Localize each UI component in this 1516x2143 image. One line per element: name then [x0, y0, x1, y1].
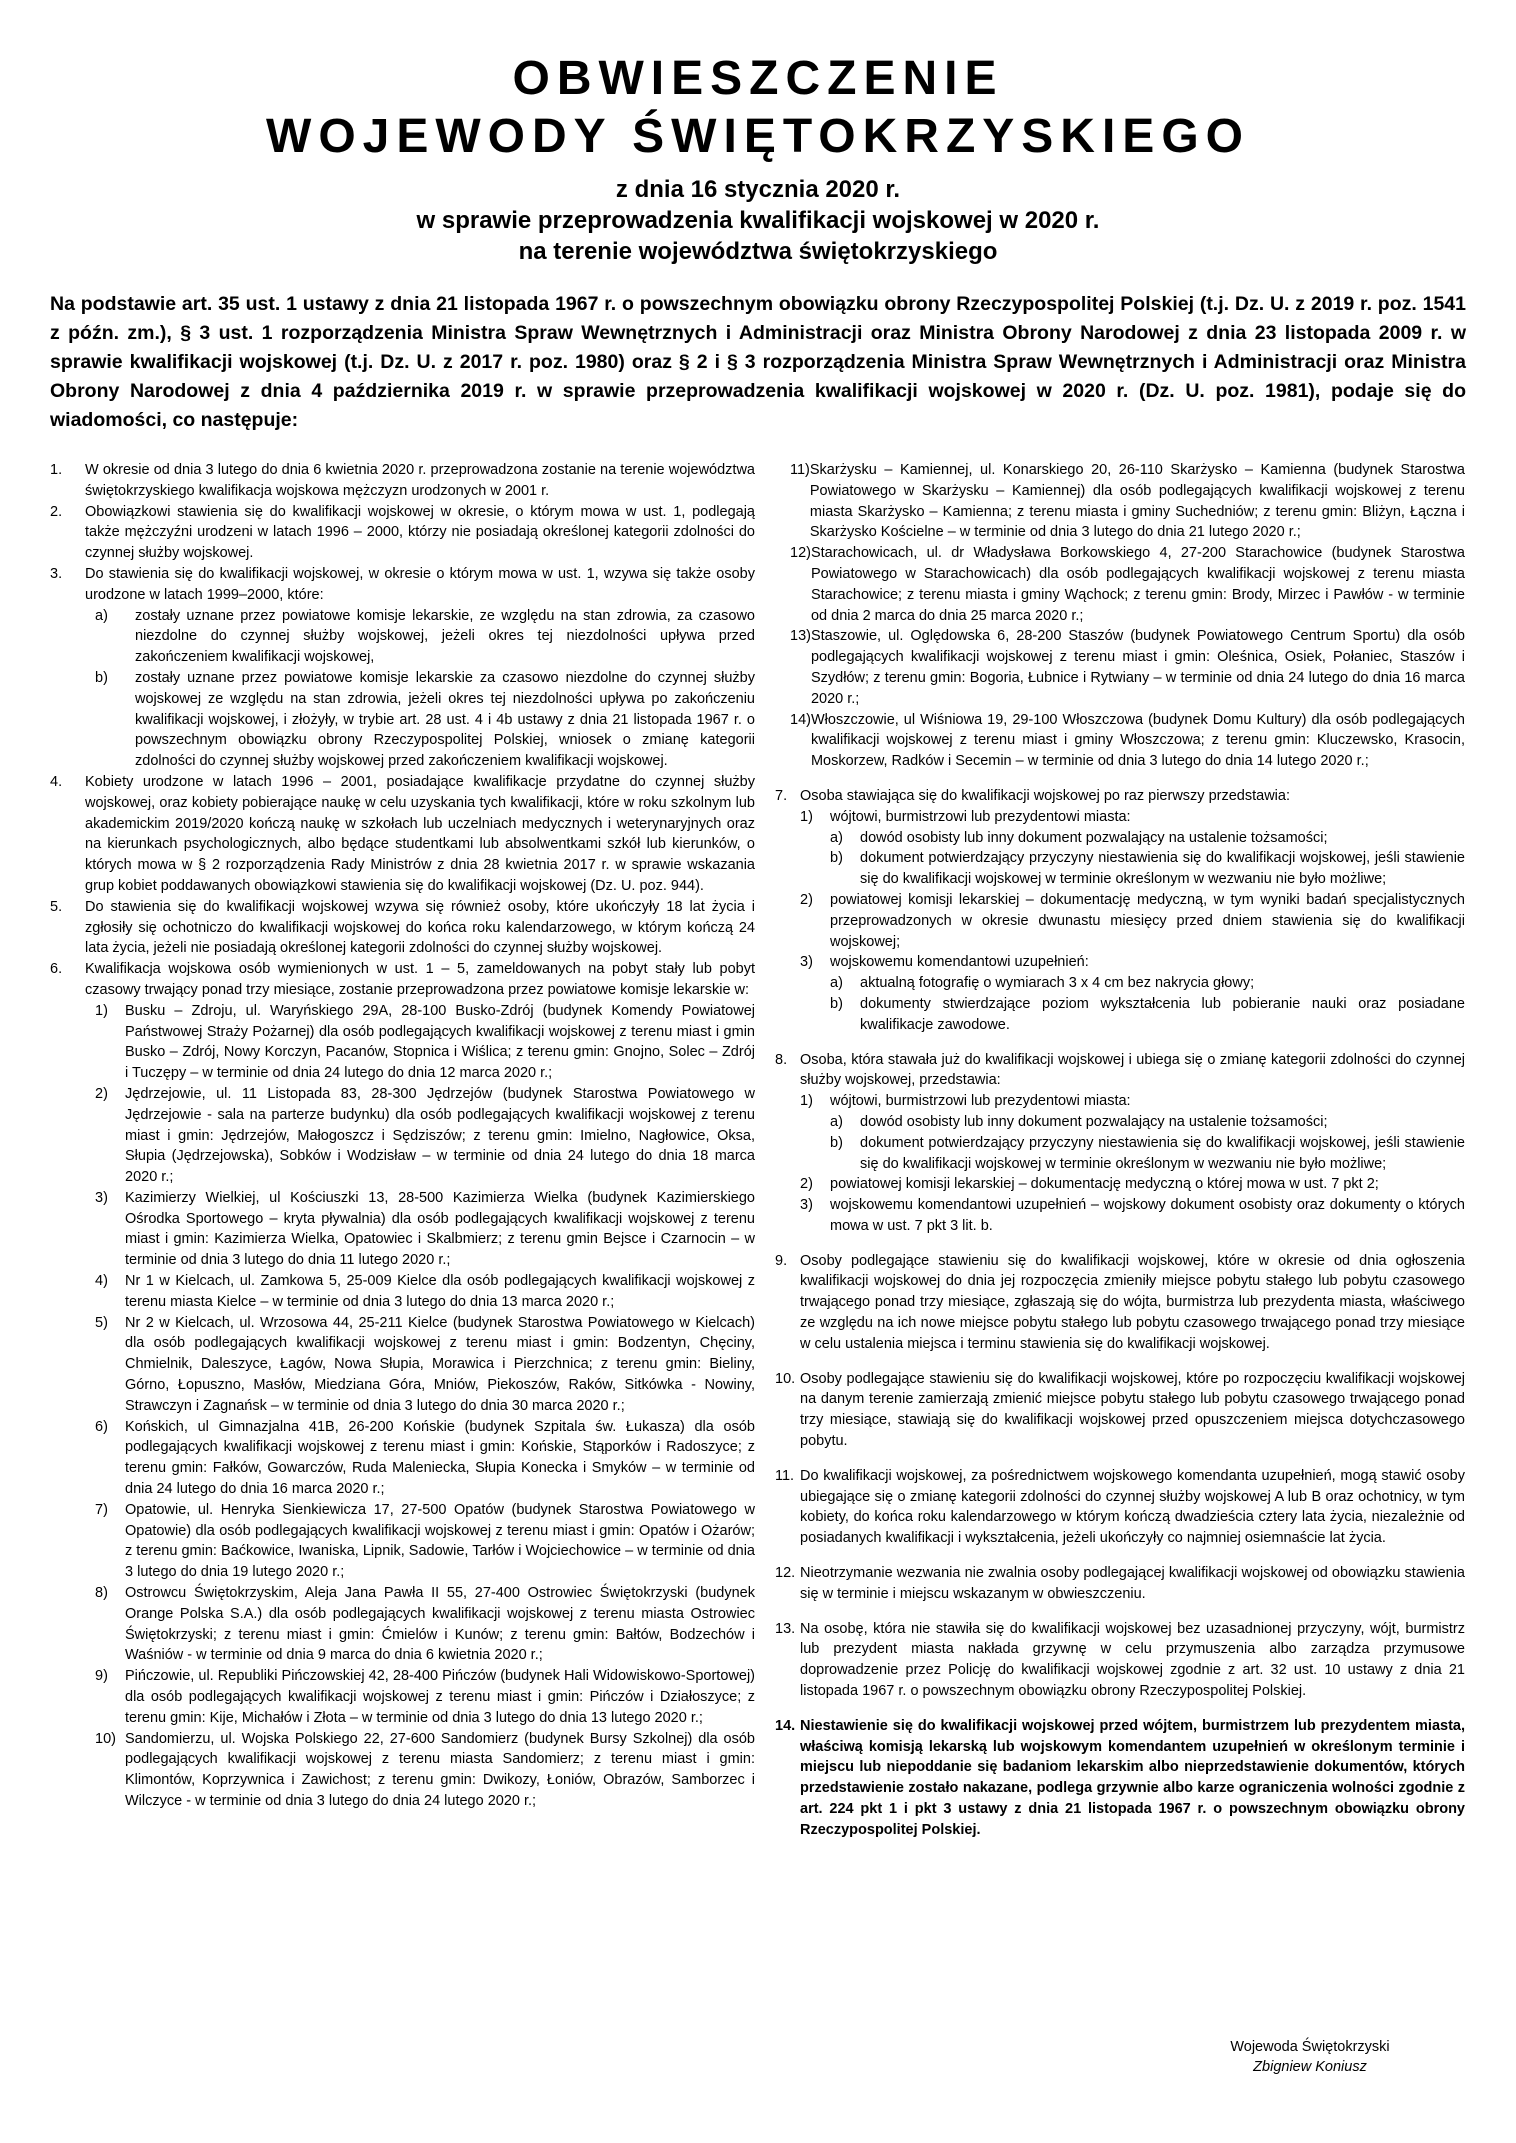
commission-item-text: Staszowie, ul. Oględowska 6, 28-200 Staszów (budynek Powiatowego Centrum Sportu) dla osób podlegających kwalifikacji wojskowej z terenu miast i gmin: Oleśnica, Osiek, Połaniec, Staszów i Szydłów; z terenu gmin: Bogoria, Łubnice i Rytwiany – w terminie od dnia 24 lutego do dnia 16 marca 2020 r.; — [810, 628, 1465, 707]
sub-item-letter: a) — [95, 607, 108, 624]
paragraph-number: 5. — [50, 898, 63, 915]
right-column — [775, 460, 1465, 1841]
commission-item — [790, 543, 1465, 626]
commission-item-number: 6) — [95, 1418, 108, 1435]
paragraph-6 — [50, 959, 755, 1812]
commission-item — [85, 1271, 755, 1313]
commission-item-number: 5) — [95, 1314, 108, 1331]
paragraph-text: Kwalifikacja wojskowa osób wymienionych w ust. 1 – 5, zameldowanych na pobyt stały lub pobyt czasowy trwający ponad trzy miesiące, zostanie przeprowadzona przez powiatowe komisje lekarskie w: — [85, 961, 755, 998]
commission-item — [790, 460, 1465, 543]
point-text: dokument potwierdzający przyczyny niestawienia się do kwalifikacji wojskowej, jeśli stawienie się do kwalifikacji wojskowej w terminie określonym w wezwaniu nie było możliwe; — [860, 850, 1465, 888]
point-letter: b) — [830, 1134, 843, 1151]
paragraph-4 — [50, 772, 755, 897]
commission-item-text: Włoszczowie, ul Wiśniowa 19, 29-100 Włoszczowa (budynek Domu Kultury) dla osób podlegających kwalifikacji wojskowej z terenu miast i gminy Włoszczowa; z terenu gmin: Kluczewsko, Krasocin, Moskorzew, Radków i Secemin – w terminie od dnia 3 lutego do dnia 14 lutego 2020 r.; — [810, 711, 1465, 770]
paragraph-9 — [775, 1251, 1465, 1355]
paragraph-number: 9. — [775, 1252, 788, 1269]
point-text: aktualną fotografię o wymiarach 3 x 4 cm bez nakrycia głowy; — [860, 975, 1255, 992]
point-text: wojskowemu komendantowi uzupełnień – wojskowy dokument osobisty oraz dokumenty o których mowa w ust. 7 pkt 3 lit. b. — [830, 1197, 1465, 1234]
point-number: 3) — [800, 954, 813, 971]
paragraph-number: 10. — [775, 1370, 796, 1387]
paragraph-text: Osoby podlegające stawieniu się do kwalifikacji wojskowej, które po rozpoczęciu kwalifikacji wojskowej na danym terenie zamierzają zmienić miejsce pobytu stałego lub pobytu czasowego trwającego ponad trzy miesiące, stawiają się do kwalifikacji wojskowej przed opuszczeniem miejsca dotychczasowego pobytu. — [800, 1370, 1465, 1450]
paragraph-10 — [775, 1369, 1465, 1452]
commission-item-number: 2) — [95, 1085, 108, 1102]
point-text: powiatowej komisji lekarskiej – dokumentację medyczną o której mowa w ust. 7 pkt 2; — [830, 1176, 1379, 1193]
signature-block — [1150, 2037, 1470, 2077]
commission-item-number: 7) — [95, 1501, 108, 1518]
commission-item-number: 11) — [790, 462, 810, 478]
paragraph-number: 12. — [775, 1565, 796, 1582]
commission-item — [85, 1583, 755, 1666]
point-number: 2) — [800, 1176, 813, 1193]
paragraph-number: 3. — [50, 565, 63, 582]
subject-line-1: w sprawie przeprowadzenia kwalifikacji wojskowej w 2020 r. — [416, 207, 1100, 234]
commission-item-text: Busku – Zdroju, ul. Waryńskiego 29A, 28-100 Busko-Zdrój (budynek Komendy Powiatowej Państwowej Straży Pożarnej) dla osób podlegających kwalifikacji wojskowej z terenu miast i gmin Busko – Zdrój, Nowy Korczyn, Pacanów, Stopnica i Wiślica; z terenu gmin: Gnojno, Solec – Zdrój i Tuczępy – w terminie od dnia 24 lutego do dnia 12 marca 2020 r.; — [125, 1002, 755, 1082]
point-text: powiatowej komisji lekarskiej – dokumentację medyczną, w tym wyniki badań specjalistycznych przeprowadzonych w okresie dwunastu miesięcy przed dniem stawienia się do kwalifikacji wojskowej; — [830, 891, 1465, 950]
commission-item-text: Pińczowie, ul. Republiki Pińczowskiej 42, 28-400 Pińczów (budynek Hali Widowiskowo-Sportowej) dla osób podlegających kwalifikacji wojskowej z terenu miast i gmin: Pińczów i Działoszyce; z terenu gmin: Kije, Michałów i Złota – w terminie od dnia 3 lutego do dnia 13 lutego 2020 r.; — [125, 1668, 755, 1726]
paragraph-text: Do stawienia się do kwalifikacji wojskowej, w okresie o którym mowa w ust. 1, wzywa się także osoby urodzone w latach 1999–2000, które: — [85, 565, 755, 603]
commission-item-number: 14) — [790, 711, 811, 728]
sub-item-text: zostały uznane przez powiatowe komisje lekarskie za czasowo niezdolne do czynnej służby wojskowej ze względu na stan zdrowia, jeżeli okres tej niezdolności upływa po zakończeniu kwalifikacji wojskowej, i złożyły, w trybie art. 28 ust. 4 i 4b ustawy z dnia 21 listopada 1967 r. o powszechnym obowiązku obrony Rzeczypospolitej Polskiej, wniosek o zmianę kategorii zdolności do czynnej służby wojskowej przed zakończeniem kwalifikacji wojskowej. — [135, 669, 755, 770]
commission-item-text: Nr 2 w Kielcach, ul. Wrzosowa 44, 25-211 Kielce (budynek Starostwa Powiatowego w Kielcach) dla osób podlegających kwalifikacji wojskowej z terenu miast i gmin: Bodzentyn, Chęciny, Chmielnik, Daleszyce, Łagów, Nowa Słupia, Morawica i Pierzchnica; z terenu gmin: Bieliny, Górno, Łopuszno, Masłów, Miedziana Góra, Mniów, Piekoszów, Raków, Sitkówka - Nowiny, Strawczyn i Zagnańsk – w terminie od dnia 3 lutego do dnia 30 marca 2020 r.; — [125, 1314, 755, 1414]
signatory-role: Wojewoda Świętokrzyski — [1230, 2039, 1390, 2055]
point-text: dowód osobisty lub inny dokument pozwalający na ustalenie tożsamości; — [860, 829, 1328, 846]
paragraph-number: 4. — [50, 773, 63, 790]
commission-item-text: Starachowicach, ul. dr Władysława Borkowskiego 4, 27-200 Starachowice (budynek Starostwa Powiatowego w Starachowicach) dla osób podlegających kwalifikacji wojskowej z terenu miasta Starachowice; z terenu miasta i gminy Wąchock; z terenu gmin: Brody, Mirzec i Pawłów - w terminie od dnia 2 marca do dnia 25 marca 2020 r.; — [810, 545, 1465, 624]
paragraph-text: W okresie od dnia 3 lutego do dnia 6 kwietnia 2020 r. przeprowadzona zostanie na terenie województwa świętokrzyskiego kwalifikacja wojskowa mężczyzn urodzonych w 2001 r. — [85, 462, 755, 499]
paragraph-number: 8. — [775, 1051, 788, 1068]
point-text: wojskowemu komendantowi uzupełnień: — [830, 954, 1089, 971]
commission-item — [85, 1666, 755, 1728]
paragraph-text: Kobiety urodzone w latach 1996 – 2001, posiadające kwalifikacje przydatne do czynnej służby wojskowej, oraz kobiety pobierające naukę w celu uzyskania tych kwalifikacji, które w roku szkolnym lub akademickim 2019/2020 kończą naukę w szkołach lub uczelniach medycznych i weterynaryjnych oraz na kierunkach psychologicznych, albo będące studentkami lub absolwentkami szkół lub kierunków, o których mowa w § 2 rozporządzenia Rady Ministrów z dnia 28 kwietnia 2017 r. w sprawie wskazania grup kobiet poddawanych obowiązkowi stawienia się do kwalifikacji wojskowej (Dz. U. poz. 944). — [85, 773, 755, 894]
sub-item-a — [85, 606, 755, 668]
point-number: 1) — [800, 808, 813, 825]
paragraph-12 — [775, 1563, 1465, 1605]
paragraph-number: 13. — [775, 1620, 796, 1637]
left-column — [50, 460, 755, 1812]
paragraph-text: Osoby podlegające stawieniu się do kwalifikacji wojskowej, które w okresie od dnia ogłoszenia kwalifikacji wojskowej do dnia jej rozpoczęcia zmieniły miejsce pobytu stałego lub pobytu czasowego trwającego ponad trzy miesiące, zgłaszają się do wójta, burmistrza lub prezydenta miasta, właściwego ze względu na ich nowe miejsce pobytu stałego lub pobytu czasowego trwającego ponad trzy miesiące w celu ustalenia miejsca i terminu stawienia się do kwalifikacji wojskowej. — [800, 1252, 1465, 1352]
paragraph-text: Do stawienia się do kwalifikacji wojskowej wzywa się również osoby, które ukończyły 18 lat życia i zgłosiły się ochotniczo do kwalifikacji wojskowej do końca roku kalendarzowego, w którym kończą 24 lata życia, jeżeli nie posiadają określonej kategorii zdolności do czynnej służby wojskowej. — [85, 898, 755, 957]
commission-item-number: 1) — [95, 1002, 108, 1019]
paragraph-number: 1. — [50, 462, 63, 478]
paragraph-8 — [775, 1050, 1465, 1237]
commission-item — [85, 1313, 755, 1417]
commission-item-number: 10) — [95, 1730, 116, 1747]
title-line-1: OBWIESZCZENIE — [512, 52, 1004, 105]
commission-item-number: 3) — [95, 1189, 108, 1206]
point-number: 3) — [800, 1197, 813, 1214]
paragraph-text: Niestawienie się do kwalifikacji wojskowej przed wójtem, burmistrzem lub prezydentem miasta, właściwą komisją lekarską lub wojskowym komendantem uzupełnień w określonym terminie i miejscu lub niepoddanie się badaniom lekarskim albo nieprzedstawienie dokumentów, których przedstawienie zostało nakazane, podlega grzywnie albo karze ograniczenia wolności zgodnie z art. 224 pkt 1 i pkt 3 ustawy z dnia 21 listopada 1967 r. o powszechnym obowiązku obrony Rzeczypospolitej Polskiej. — [800, 1717, 1465, 1838]
point-letter: a) — [830, 829, 843, 846]
commission-item-number: 4) — [95, 1273, 108, 1290]
commission-item-text: Końskich, ul Gimnazjalna 41B, 26-200 Końskie (budynek Szpitala św. Łukasza) dla osób podlegających kwalifikacji wojskowej z terenu miast i gmin: Końskie, Stąporków i Radoszyce; z terenu gmin: Fałków, Gowarczów, Ruda Maleniecka, Słupia Konecka i Smyków – w terminie od dnia 24 lutego do dnia 16 marca 2020 r.; — [125, 1418, 755, 1498]
commission-item-number: 13) — [790, 628, 811, 645]
commission-item-number: 9) — [95, 1668, 108, 1685]
paragraph-number: 2. — [50, 503, 63, 520]
paragraph-text: Do kwalifikacji wojskowej, za pośrednictwem wojskowego komendanta uzupełnień, mogą stawić osoby ubiegające się o zmianę kategorii zdolności do czynnej służby wojskowej A lub B oraz ochotnicy, w tym kobiety, do końca roku kalendarzowego w którym kończą dwadzieścia cztery lata życia, niezależnie od posiadanych kwalifikacji i wykształcenia, jeżeli ukończyły co najmniej osiemnaście lat życia. — [800, 1467, 1465, 1547]
commission-item-text: Opatowie, ul. Henryka Sienkiewicza 17, 27-500 Opatów (budynek Starostwa Powiatowego w Opatowie) dla osób podlegających kwalifikacji wojskowej z terenu miast i gmin: Opatów i Ożarów; z terenu gmin: Baćkowice, Iwaniska, Lipnik, Sadowie, Tarłów i Wojciechowice – w terminie od dnia 3 lutego do dnia 19 lutego 2020 r.; — [125, 1501, 755, 1581]
commission-item — [85, 1500, 755, 1583]
sub-item-letter: b) — [95, 669, 108, 686]
commission-item-text: Skarżysku – Kamiennej, ul. Konarskiego 20, 26-110 Skarżysko – Kamienna (budynek Starostwa Powiatowego w Skarżysku – Kamiennej) dla osób podlegających kwalifikacji wojskowej z terenu miasta Skarżysko – Kamienna; z terenu miasta i gminy Suchedniów; z terenu gmin: Bliżyn, Łączna i Skarżysko Kościelne – w terminie od dnia 3 lutego do dnia 21 lutego 2020 r.; — [809, 462, 1465, 541]
paragraph-number: 7. — [775, 787, 788, 804]
paragraph-5 — [50, 897, 755, 959]
title-line-2: WOJEWODY ŚWIĘTOKRZYSKIEGO — [266, 110, 1250, 163]
paragraph-text: Na osobę, która nie stawiła się do kwalifikacji wojskowej bez uzasadnionej przyczyny, wójt, burmistrz lub prezydent miasta nakłada grzywnę w celu przymuszenia albo zarządza przymusowe doprowadzenie przez Policję do kwalifikacji wojskowej zgodnie z art. 32 ust. 10 ustawy z dnia 21 listopada 1967 r. o powszechnym obowiązku obrony Rzeczypospolitej Polskiej. — [800, 1620, 1465, 1700]
commission-item-number: 12) — [790, 545, 811, 562]
paragraph-number: 11. — [775, 1467, 795, 1484]
point-letter: a) — [830, 975, 843, 992]
point-text: dokumenty stwierdzające poziom wykształcenia lub pobieranie nauki oraz posiadane kwalifikacje zawodowe. — [860, 995, 1465, 1033]
point-text: dowód osobisty lub inny dokument pozwalający na ustalenie tożsamości; — [860, 1113, 1328, 1130]
paragraph-text: Osoba, która stawała już do kwalifikacji wojskowej i ubiega się o zmianę kategorii zdolności do czynnej służby wojskowej, przedstawia: — [800, 1051, 1465, 1089]
legal-basis-preamble: Na podstawie art. 35 ust. 1 ustawy z dnia 21 listopada 1967 r. o powszechnym obowiązku obrony Rzeczypospolitej Polskiej (t.j. Dz. U. z 2019 r. poz. 1541 z późn. zm.), § 3 ust. 1 rozporządzenia Ministra Spraw Wewnętrznych i Administracji oraz Ministra Obrony Narodowej z dnia 23 listopada 2009 r. w sprawie kwalifikacji wojskowej (t.j. Dz. U. z 2017 r. poz. 1980) oraz § 2 i § 3 rozporządzenia Ministra Spraw Wewnętrznych i Administracji oraz Ministra Obrony Narodowej z dnia 4 października 2019 r. w sprawie przeprowadzenia kwalifikacji wojskowej w 2020 r. (Dz. U. poz. 1981), podaje się do wiadomości, co następuje: — [50, 293, 1466, 431]
commission-item — [85, 1188, 755, 1271]
document-date: z dnia 16 stycznia 2020 r. — [615, 176, 901, 203]
paragraph-11 — [775, 1466, 1465, 1549]
paragraph-text: Obowiązkowi stawienia się do kwalifikacji wojskowej w okresie, o którym mowa w ust. 1, podlegają także mężczyźni urodzeni w latach 1996 – 2000, którzy nie posiadają określonej kategorii zdolności do czynnej służby wojskowej. — [85, 503, 755, 562]
document-header — [0, 50, 1516, 267]
paragraph-1 — [50, 460, 755, 502]
point-letter: b) — [830, 995, 843, 1012]
commission-item — [85, 1417, 755, 1500]
point-number: 2) — [800, 891, 813, 908]
paragraph-number: 6. — [50, 961, 63, 978]
point-letter: b) — [830, 850, 843, 867]
point-text: wójtowi, burmistrzowi lub prezydentowi miasta: — [830, 808, 1131, 825]
commission-item — [85, 1729, 755, 1812]
paragraph-number: 14. — [775, 1717, 796, 1734]
paragraph-2 — [50, 502, 755, 564]
commission-item — [85, 1001, 755, 1084]
signatory-name: Zbigniew Koniusz — [1253, 2059, 1367, 2075]
paragraph-text: Nieotrzymanie wezwania nie zwalnia osoby podlegającej kwalifikacji wojskowej od obowiązku stawienia się w terminie i miejscu wskazanym w obwieszczeniu. — [800, 1565, 1465, 1602]
commission-item-number: 8) — [95, 1585, 108, 1602]
commission-item-text: Kazimierzy Wielkiej, ul Kościuszki 13, 28-500 Kazimierza Wielka (budynek Kazimierskiego Ośrodka Sportowego – kryta pływalnia) dla osób podlegających kwalifikacji wojskowej z terenu miast i gmin: Kazimierza Wielka, Opatowiec i Skalbmierz; z terenu gmin Bejsce i Czarnocin – w terminie od dnia 3 lutego do dnia 11 lutego 2020 r.; — [125, 1189, 755, 1269]
subject-line-2: na terenie województwa świętokrzyskiego — [518, 238, 998, 265]
point-letter: a) — [830, 1113, 843, 1130]
paragraph-7 — [775, 786, 1465, 1036]
commission-item — [85, 1084, 755, 1188]
commission-item — [790, 710, 1465, 772]
paragraph-text: Osoba stawiająca się do kwalifikacji wojskowej po raz pierwszy przedstawia: — [800, 787, 1290, 804]
commission-item-text: Nr 1 w Kielcach, ul. Zamkowa 5, 25-009 Kielce dla osób podlegających kwalifikacji wojskowej z terenu miasta Kielce – w terminie od dnia 3 lutego do dnia 13 marca 2020 r.; — [125, 1273, 755, 1310]
commission-list-continued — [790, 460, 1465, 772]
commission-item-text: Sandomierzu, ul. Wojska Polskiego 22, 27-600 Sandomierz (budynek Bursy Szkolnej) dla osób podlegających kwalifikacji wojskowej z terenu miasta Sandomierz; z terenu miast i gmin: Klimontów, Koprzywnica i Zawichost; z terenu gmin: Dwikozy, Łoniów, Obrazów, Samborzec i Wilczyce - w terminie od dnia 3 lutego do dnia 24 lutego 2020 r.; — [125, 1730, 755, 1809]
commission-item-text: Ostrowcu Świętokrzyskim, Aleja Jana Pawła II 55, 27-400 Ostrowiec Świętokrzyski (budynek Orange Polska S.A.) dla osób podlegających kwalifikacji wojskowej z terenu miasta Ostrowiec Świętokrzyski; z terenu miast i gmin: Ćmielów i Kunów; z terenu gmin: Bałtów, Bodzechów i Waśniów - w terminie od dnia 9 marca do dnia 6 kwietnia 2020 r.; — [125, 1585, 755, 1664]
paragraph-3 — [50, 564, 755, 772]
sub-item-text: zostały uznane przez powiatowe komisje lekarskie, ze względu na stan zdrowia, za czasowo niezdolne do czynnej służby wojskowej, jeżeli okres tej niezdolności upływa przed zakończeniem kwalifikacji wojskowej, — [135, 607, 755, 666]
commission-item-text: Jędrzejowie, ul. 11 Listopada 83, 28-300 Jędrzejów (budynek Starostwa Powiatowego w Jędrzejowie - sala na parterze budynku) dla osób podlegających kwalifikacji wojskowej z terenu miast i gmin: Jędrzejów, Małogoszcz i Sędziszów; z terenu gmin: Imielno, Nagłowice, Oksa, Słupia (Jędrzejowska), Sobków i Wodzisław – w terminie od dnia 24 lutego do dnia 18 marca 2020 r.; — [125, 1085, 755, 1186]
point-number: 1) — [800, 1093, 813, 1110]
sub-item-b — [85, 668, 755, 772]
commission-list — [85, 1001, 755, 1812]
point-text: dokument potwierdzający przyczyny niestawienia się do kwalifikacji wojskowej, jeśli stawienie się do kwalifikacji wojskowej w terminie określonym w wezwaniu nie było możliwe; — [860, 1134, 1465, 1172]
paragraph-14 — [775, 1716, 1465, 1841]
commission-item — [790, 626, 1465, 709]
point-text: wójtowi, burmistrzowi lub prezydentowi miasta: — [830, 1093, 1131, 1110]
paragraph-13 — [775, 1619, 1465, 1702]
